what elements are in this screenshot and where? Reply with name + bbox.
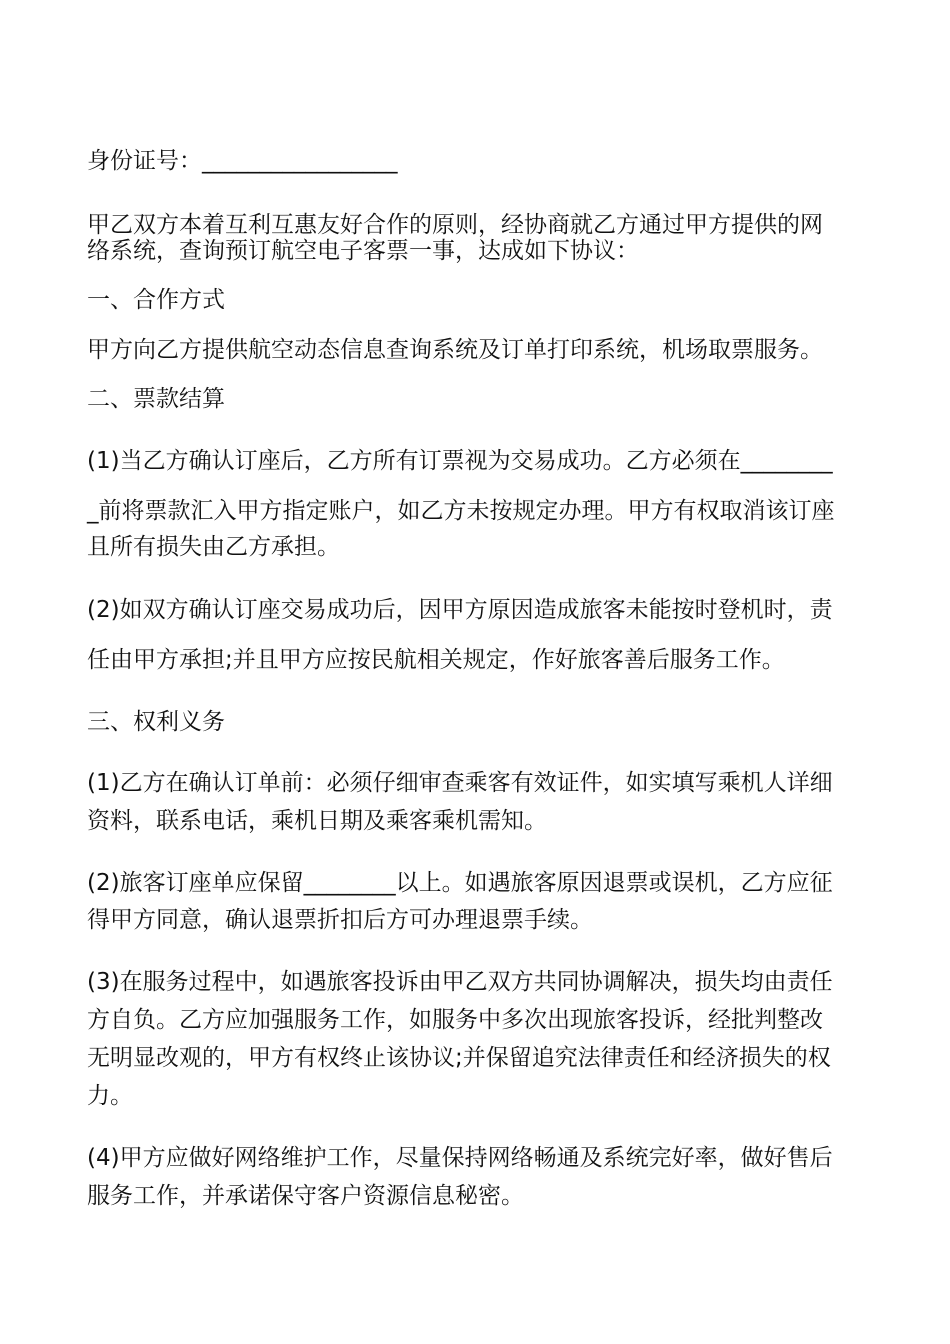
cooperation-text: 甲方向乙方提供航空动态信息查询系统及订单打印系统，机场取票服务。 (87, 337, 823, 363)
rights-item-4-line-2: 服务工作，并承诺保守客户资源信息秘密。 (87, 1183, 524, 1209)
rights-item-2-line-1: (2)旅客订座单应保留________以上。如遇旅客原因退票或误机，乙方应征 (87, 870, 833, 896)
id-number-line: 身份证号：_________________ (87, 148, 398, 174)
section-heading-rights: 三、权利义务 (87, 709, 225, 735)
rights-item-3-line-1: (3)在服务过程中，如遇旅客投诉由甲乙双方共同协调解决，损失均由责任 (87, 969, 833, 995)
rights-item-3-line-4: 力。 (87, 1083, 133, 1109)
settlement-item-1-line-2: _前将票款汇入甲方指定账户，如乙方未按规定办理。甲方有权取消该订座 (87, 498, 835, 524)
preamble-line-1: 甲乙双方本着互利互惠友好合作的原则，经协商就乙方通过甲方提供的网 (87, 212, 823, 238)
settlement-item-1-line-1: (1)当乙方确认订座后，乙方所有订票视为交易成功。乙方必须在________ (87, 448, 833, 474)
section-heading-cooperation: 一、合作方式 (87, 287, 225, 313)
rights-item-2-line-2: 得甲方同意，确认退票折扣后方可办理退票手续。 (87, 907, 593, 933)
rights-item-3-line-3: 无明显改观的，甲方有权终止该协议;并保留追究法律责任和经济损失的权 (87, 1045, 831, 1071)
preamble-line-2: 络系统，查询预订航空电子客票一事，达成如下协议： (87, 238, 639, 264)
section-heading-settlement: 二、票款结算 (87, 386, 225, 412)
settlement-item-2-line-1: (2)如双方确认订座交易成功后，因甲方原因造成旅客未能按时登机时，责 (87, 597, 833, 623)
rights-item-3-line-2: 方自负。乙方应加强服务工作，如服务中多次出现旅客投诉，经批判整改 (87, 1007, 823, 1033)
rights-item-1-line-2: 资料，联系电话，乘机日期及乘客乘机需知。 (87, 808, 547, 834)
rights-item-4-line-1: (4)甲方应做好网络维护工作，尽量保持网络畅通及系统完好率，做好售后 (87, 1145, 833, 1171)
settlement-item-2-line-2: 任由甲方承担;并且甲方应按民航相关规定，作好旅客善后服务工作。 (87, 647, 785, 673)
settlement-item-1-line-3: 且所有损失由乙方承担。 (87, 534, 340, 560)
rights-item-1-line-1: (1)乙方在确认订单前：必须仔细审查乘客有效证件，如实填写乘机人详细 (87, 770, 833, 796)
